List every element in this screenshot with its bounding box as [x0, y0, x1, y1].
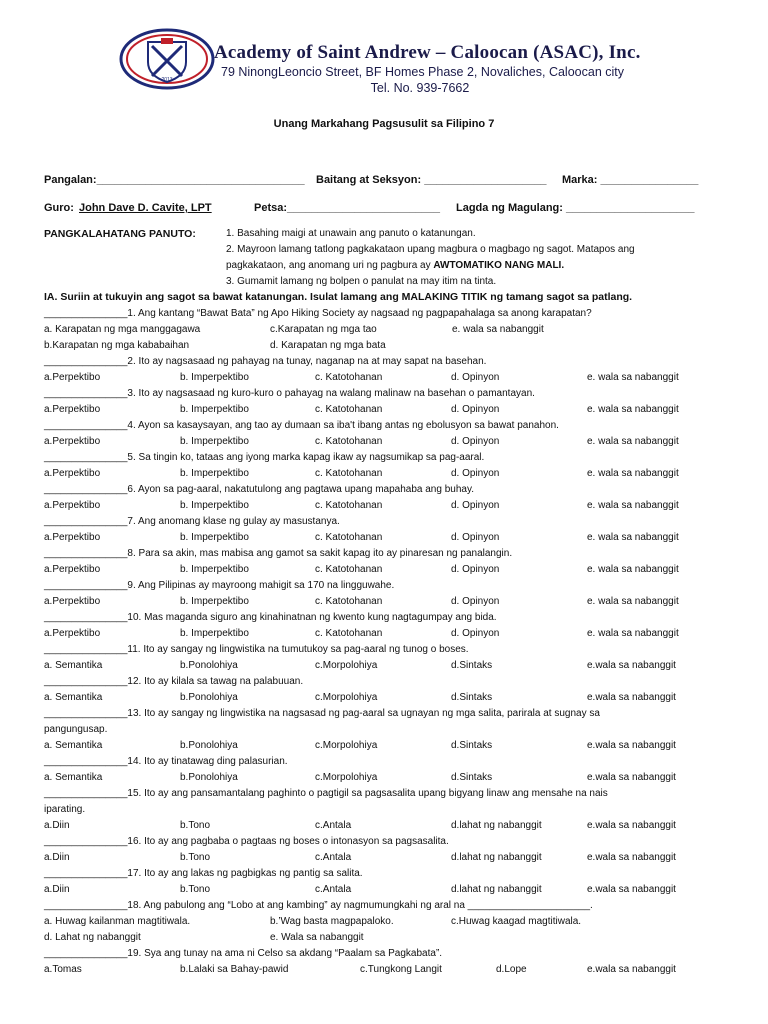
option-b[interactable]: b. Imperpektibo	[180, 500, 249, 511]
question-14-options	[44, 770, 734, 786]
teacher-name: John Dave D. Cavite, LPT	[79, 202, 212, 214]
option-d[interactable]: d.lahat ng nabanggit	[451, 884, 542, 895]
option-a[interactable]: a.Diin	[44, 884, 70, 895]
question-16: _______________16. Ito ay ang pagbaba o pagtaas ng boses o intonasyon sa pagsasalita.	[44, 836, 449, 847]
option-d[interactable]: d. Opinyon	[451, 468, 500, 479]
question-6: _______________6. Ayon sa pag-aaral, nakatutulong ang pagtawa upang mapahaba ang buhay.	[44, 484, 474, 495]
option-a[interactable]: a.Perpektibo	[44, 468, 101, 479]
option-e[interactable]: e. wala sa nabanggit	[587, 596, 679, 607]
question-15-cont: iparating.	[44, 804, 86, 815]
question-4-options	[44, 434, 734, 450]
option-c[interactable]: c.Antala	[315, 852, 352, 863]
exam-title: Unang Markahang Pagsusulit sa Filipino 7	[273, 118, 495, 130]
question-3: _______________3. Ito ay nagsasaad ng kuro-kuro o pahayag na walang malinaw na basehan o pamantayan.	[44, 388, 535, 399]
option-b[interactable]: b.Ponolohiya	[180, 692, 238, 703]
option-c[interactable]: c. Katotohanan	[315, 372, 383, 383]
option-b[interactable]: b.Tono	[180, 884, 211, 895]
question-2: _______________2. Ito ay nagsasaad ng pahayag na tunay, naganap na at may sapat na basehan.	[44, 356, 487, 367]
option-b[interactable]: b.’Wag basta magpapaloko.	[270, 916, 394, 927]
question-5-options	[44, 466, 734, 482]
section-field[interactable]: Baitang at Seksyon: ____________________	[316, 174, 547, 186]
option-b[interactable]: b. Imperpektibo	[180, 628, 249, 639]
instruction-2-cont	[226, 260, 564, 271]
question-15-options	[44, 818, 734, 834]
option-c[interactable]: c.Antala	[315, 884, 352, 895]
option-e[interactable]: e. wala sa nabanggit	[587, 372, 679, 383]
question-15: _______________15. Ito ay ang pansamantalang paghinto o pagtigil sa pagsasalita upang bigyang linaw ang mensahe na nais	[44, 788, 608, 799]
option-d[interactable]: d.Sintaks	[451, 772, 493, 783]
question-12-options	[44, 690, 734, 706]
option-c[interactable]: c.Morpolohiya	[315, 740, 378, 751]
question-18-options-row-2	[44, 930, 734, 946]
option-a[interactable]: a. Semantika	[44, 660, 103, 671]
option-b[interactable]: b. Imperpektibo	[180, 404, 249, 415]
school-name: Academy of Saint Andrew – Caloocan (ASAC), Inc.	[214, 42, 641, 63]
option-d[interactable]: d. Lahat ng nabanggit	[44, 932, 141, 943]
option-e[interactable]: e. wala sa nabanggit	[587, 468, 679, 479]
option-c[interactable]: c. Katotohanan	[315, 404, 383, 415]
question-13-cont: pangungusap.	[44, 724, 108, 735]
option-e[interactable]: e.wala sa nabanggit	[587, 692, 676, 703]
question-10-options	[44, 626, 734, 642]
option-d[interactable]: d. Opinyon	[451, 532, 500, 543]
question-6-options	[44, 498, 734, 514]
question-11: _______________11. Ito ay sangay ng lingwistika na tumutukoy sa pag-aaral ng tunog o boses.	[44, 644, 469, 655]
question-8: _______________8. Para sa akin, mas mabisa ang gamot sa sakit kapag ito ay pinaresan ng panalangin.	[44, 548, 513, 559]
option-c[interactable]: c. Katotohanan	[315, 532, 383, 543]
option-c[interactable]: c.Morpolohiya	[315, 660, 378, 671]
section-ia-heading: IA. Suriin at tukuyin ang sagot sa bawat katanungan. Isulat lamang ang MALAKING TITIK ng tamang sagot sa patlang.	[44, 291, 633, 303]
option-a[interactable]: a. Semantika	[44, 772, 103, 783]
option-e[interactable]: e. wala sa nabanggit	[587, 628, 679, 639]
option-e[interactable]: e. Wala sa nabanggit	[270, 932, 364, 943]
option-a[interactable]: a. Semantika	[44, 740, 103, 751]
option-e[interactable]: e. wala sa nabanggit	[587, 532, 679, 543]
option-c[interactable]: c. Katotohanan	[315, 468, 383, 479]
question-13-options	[44, 738, 734, 754]
question-1: _______________1. Ang kantang “Bawat Bata” ng Apo Hiking Society ay nagsaad ng pagpapahalaga sa anong karapatan?	[44, 308, 592, 319]
instruction-2-text: pagkakataon, ang anomang uri ng pagbura ay	[226, 260, 434, 271]
option-d[interactable]: d.Sintaks	[451, 692, 493, 703]
option-b[interactable]: b. Imperpektibo	[180, 372, 249, 383]
logo-year: 2013	[161, 77, 173, 83]
question-8-options	[44, 562, 734, 578]
option-a[interactable]: a. Huwag kailanman magtitiwala.	[44, 916, 191, 927]
option-c[interactable]: c.Huwag kaagad magtitiwala.	[451, 916, 582, 927]
question-1-options-row-2	[44, 338, 734, 354]
option-b[interactable]: b. Imperpektibo	[180, 468, 249, 479]
question-1-options-row-1	[44, 322, 734, 338]
instruction-2: 2. Mayroon lamang tatlong pagkakataon upang magbura o magbago ng sagot. Matapos ang	[226, 244, 635, 255]
option-a[interactable]: a.Tomas	[44, 964, 82, 975]
question-18: _______________18. Ang pabulong ang “Lobo at ang kambing” ay nagmumungkahi ng aral na ______________________.	[44, 900, 593, 911]
option-b[interactable]: b. Imperpektibo	[180, 436, 249, 447]
option-c[interactable]: c.Morpolohiya	[315, 772, 378, 783]
option-d[interactable]: d. Opinyon	[451, 596, 500, 607]
question-7-options	[44, 530, 734, 546]
question-2-options	[44, 370, 734, 386]
option-b[interactable]: b.Tono	[180, 852, 211, 863]
option-a[interactable]: a.Perpektibo	[44, 500, 101, 511]
option-a[interactable]: a.Perpektibo	[44, 404, 101, 415]
option-e[interactable]: e.wala sa nabanggit	[587, 740, 676, 751]
question-19-options	[44, 962, 734, 978]
question-18-options-row-1	[44, 914, 734, 930]
option-b[interactable]: b.Ponolohiya	[180, 772, 238, 783]
option-e[interactable]: e. wala sa nabanggit	[587, 500, 679, 511]
option-e[interactable]: e. wala sa nabanggit	[587, 436, 679, 447]
option-d[interactable]: d.lahat ng nabanggit	[451, 852, 542, 863]
option-e[interactable]: e.wala sa nabanggit	[587, 852, 676, 863]
option-d[interactable]: d.Sintaks	[451, 740, 493, 751]
question-4: _______________4. Ayon sa kasaysayan, ang tao ay dumaan sa iba't ibang antas ng ebolusyon sa bawat panahon.	[44, 420, 559, 431]
option-b[interactable]: b. Imperpektibo	[180, 564, 249, 575]
question-12: _______________12. Ito ay kilala sa tawag na palabuuan.	[44, 676, 304, 687]
option-d[interactable]: d. Karapatan ng mga bata	[270, 340, 386, 351]
option-b[interactable]: b.Tono	[180, 820, 211, 831]
option-a[interactable]: a. Karapatan ng mga manggagawa	[44, 324, 201, 335]
option-d[interactable]: d. Opinyon	[451, 372, 500, 383]
instruction-2-emphasis: AWTOMATIKO NANG MALI.	[433, 260, 565, 271]
question-19: _______________19. Sya ang tunay na ama ni Celso sa akdang “Paalam sa Pagkabata”.	[44, 948, 443, 959]
option-a[interactable]: a.Perpektibo	[44, 628, 101, 639]
option-e[interactable]: e.wala sa nabanggit	[587, 964, 676, 975]
option-a[interactable]: a.Perpektibo	[44, 596, 101, 607]
option-d[interactable]: d. Opinyon	[451, 628, 500, 639]
option-c[interactable]: c. Katotohanan	[315, 436, 383, 447]
option-b[interactable]: b.Karapatan ng mga kababaihan	[44, 340, 190, 351]
teacher-label: Guro:	[44, 202, 74, 214]
question-17: _______________17. Ito ay ang lakas ng pagbigkas ng pantig sa salita.	[44, 868, 363, 879]
option-a[interactable]: a.Diin	[44, 820, 70, 831]
option-c[interactable]: c. Katotohanan	[315, 564, 383, 575]
grade-field[interactable]: Marka: ________________	[562, 174, 699, 186]
option-b[interactable]: b. Imperpektibo	[180, 532, 249, 543]
option-d[interactable]: d. Opinyon	[451, 404, 500, 415]
option-b[interactable]: b.Lalaki sa Bahay-pawid	[180, 964, 289, 975]
option-a[interactable]: a.Perpektibo	[44, 436, 101, 447]
option-d[interactable]: d. Opinyon	[451, 564, 500, 575]
option-a[interactable]: a.Perpektibo	[44, 532, 101, 543]
option-c[interactable]: c. Katotohanan	[315, 596, 383, 607]
instruction-3: 3. Gumamit lamang ng bolpen o panulat na may itim na tinta.	[226, 276, 497, 287]
instruction-1: 1. Basahing maigi at unawain ang panuto o katanungan.	[226, 228, 476, 239]
option-c[interactable]: c.Tungkong Langit	[360, 964, 442, 975]
name-field[interactable]: Pangalan:__________________________________	[44, 174, 305, 186]
question-14: _______________14. Ito ay tinatawag ding palasurian.	[44, 756, 288, 767]
option-d[interactable]: d.Lope	[496, 964, 527, 975]
question-3-options	[44, 402, 734, 418]
question-16-options	[44, 850, 734, 866]
option-d[interactable]: d.lahat ng nabanggit	[451, 820, 542, 831]
option-e[interactable]: e.wala sa nabanggit	[587, 660, 676, 671]
option-c[interactable]: c. Katotohanan	[315, 500, 383, 511]
instructions-label: PANGKALAHATANG PANUTO:	[44, 228, 196, 240]
option-c[interactable]: c. Katotohanan	[315, 628, 383, 639]
option-b[interactable]: b.Ponolohiya	[180, 660, 238, 671]
option-d[interactable]: d.Sintaks	[451, 660, 493, 671]
option-d[interactable]: d. Opinyon	[451, 500, 500, 511]
option-e[interactable]: e.wala sa nabanggit	[587, 820, 676, 831]
option-e[interactable]: e.wala sa nabanggit	[587, 772, 676, 783]
question-5: _______________5. Sa tingin ko, tataas ang iyong marka kapag ikaw ay nagsumikap sa pag-aaral.	[44, 452, 485, 463]
option-e[interactable]: e. wala sa nabanggit	[587, 404, 679, 415]
option-d[interactable]: d. Opinyon	[451, 436, 500, 447]
option-b[interactable]: b. Imperpektibo	[180, 596, 249, 607]
option-c[interactable]: c.Karapatan ng mga tao	[270, 324, 377, 335]
parent-signature-field[interactable]: Lagda ng Magulang: _____________________	[456, 202, 695, 214]
question-9-options	[44, 594, 734, 610]
option-e[interactable]: e.wala sa nabanggit	[587, 884, 676, 895]
option-e[interactable]: e. wala sa nabanggit	[587, 564, 679, 575]
question-13: _______________13. Ito ay sangay ng lingwistika na nagsasad ng pag-aaral sa ugnayan ng mga salita, parirala at sugnay sa	[44, 708, 600, 719]
option-c[interactable]: c.Antala	[315, 820, 352, 831]
option-a[interactable]: a. Semantika	[44, 692, 103, 703]
option-a[interactable]: a.Diin	[44, 852, 70, 863]
question-10: _______________10. Mas maganda siguro ang kinahinatnan ng kwento kung nagtagumpay ang bida.	[44, 612, 497, 623]
question-9: _______________9. Ang Pilipinas ay mayroong mahigit sa 170 na lingguwahe.	[44, 580, 395, 591]
option-a[interactable]: a.Perpektibo	[44, 564, 101, 575]
question-11-options	[44, 658, 734, 674]
school-address: 79 NinongLeoncio Street, BF Homes Phase 2, Novaliches, Caloocan city	[221, 65, 624, 79]
date-field[interactable]: Petsa:_________________________	[254, 202, 440, 214]
option-e[interactable]: e. wala sa nabanggit	[452, 324, 544, 335]
option-c[interactable]: c.Morpolohiya	[315, 692, 378, 703]
question-17-options	[44, 882, 734, 898]
option-b[interactable]: b.Ponolohiya	[180, 740, 238, 751]
school-telephone: Tel. No. 939-7662	[370, 81, 470, 95]
question-7: _______________7. Ang anomang klase ng gulay ay masustanya.	[44, 516, 340, 527]
option-a[interactable]: a.Perpektibo	[44, 372, 101, 383]
